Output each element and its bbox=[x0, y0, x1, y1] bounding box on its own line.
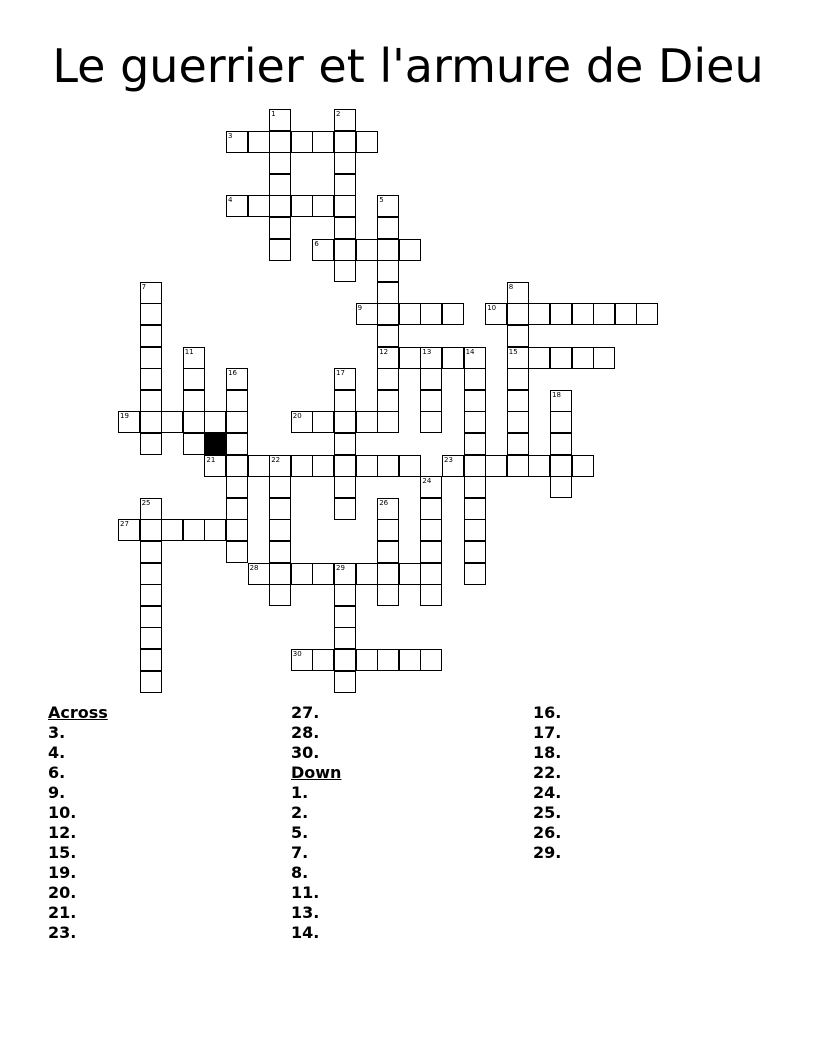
grid-cell[interactable] bbox=[464, 368, 486, 390]
grid-cell[interactable] bbox=[140, 563, 162, 585]
grid-cell[interactable] bbox=[399, 239, 421, 261]
grid-cell[interactable] bbox=[507, 390, 529, 412]
clue-down-1: 1. bbox=[291, 783, 309, 802]
clue-across-3: 3. bbox=[48, 723, 66, 742]
grid-number: 8 bbox=[508, 282, 514, 291]
grid-cell[interactable] bbox=[334, 649, 356, 671]
clue-down-29: 29. bbox=[533, 843, 562, 862]
grid-cell[interactable] bbox=[420, 498, 442, 520]
grid-number: 26 bbox=[379, 498, 389, 507]
clue-across-10: 10. bbox=[48, 803, 77, 822]
grid-cell[interactable] bbox=[334, 152, 356, 174]
grid-cell[interactable] bbox=[377, 282, 399, 304]
grid-cell[interactable] bbox=[356, 411, 378, 433]
grid-number: 3 bbox=[228, 131, 233, 140]
grid-cell[interactable] bbox=[572, 347, 594, 369]
grid-cell[interactable] bbox=[334, 455, 356, 477]
grid-cell[interactable] bbox=[140, 584, 162, 606]
grid-cell[interactable] bbox=[269, 563, 291, 585]
grid-cell[interactable] bbox=[464, 390, 486, 412]
grid-number: 21 bbox=[206, 455, 216, 464]
grid-cell[interactable] bbox=[420, 563, 442, 585]
clue-down-7: 7. bbox=[291, 843, 309, 862]
grid-cell[interactable] bbox=[528, 347, 550, 369]
grid-cell[interactable] bbox=[291, 131, 313, 153]
clue-column-1 bbox=[48, 703, 268, 943]
grid-cell[interactable] bbox=[550, 303, 572, 325]
grid-cell[interactable] bbox=[161, 411, 183, 433]
grid-cell[interactable] bbox=[291, 455, 313, 477]
grid-number: 30 bbox=[292, 650, 302, 658]
grid-cell[interactable] bbox=[420, 368, 442, 390]
grid-number: 17 bbox=[336, 369, 345, 378]
grid-number: 9 bbox=[357, 304, 363, 313]
clue-across-30: 30. bbox=[291, 743, 320, 762]
grid-cell[interactable] bbox=[226, 390, 248, 412]
grid-cell[interactable] bbox=[334, 239, 356, 261]
grid-cell[interactable] bbox=[593, 347, 615, 369]
grid-cell[interactable] bbox=[140, 347, 162, 369]
grid-cell[interactable] bbox=[442, 347, 464, 369]
grid-cell[interactable] bbox=[269, 584, 291, 606]
grid-cell[interactable] bbox=[593, 303, 615, 325]
grid-cell[interactable] bbox=[312, 455, 334, 477]
grid-cell[interactable] bbox=[312, 131, 334, 153]
grid-cell[interactable] bbox=[377, 563, 399, 585]
clue-column-2 bbox=[291, 703, 511, 943]
down-heading: Down bbox=[291, 763, 342, 782]
clue-across-21: 21. bbox=[48, 903, 77, 922]
grid-cell[interactable] bbox=[636, 303, 658, 325]
grid-cell[interactable] bbox=[183, 519, 205, 541]
clue-down-11: 11. bbox=[291, 883, 320, 902]
grid-cell[interactable] bbox=[226, 455, 248, 477]
grid-number: 29 bbox=[336, 563, 345, 572]
grid-cell[interactable] bbox=[334, 433, 356, 455]
grid-cell[interactable] bbox=[312, 649, 334, 671]
grid-cell[interactable] bbox=[140, 411, 162, 433]
grid-cell[interactable] bbox=[248, 131, 270, 153]
grid-number: 10 bbox=[487, 304, 497, 313]
grid-cell[interactable] bbox=[377, 325, 399, 347]
page-title: Le guerrier et l'armure de Dieu bbox=[52, 39, 764, 93]
grid-cell[interactable] bbox=[507, 368, 529, 390]
grid-cell[interactable] bbox=[226, 498, 248, 520]
grid-cell[interactable] bbox=[356, 649, 378, 671]
clue-across-6: 6. bbox=[48, 763, 66, 782]
grid-cell[interactable] bbox=[334, 627, 356, 649]
grid-cell[interactable] bbox=[507, 433, 529, 455]
grid-cell[interactable] bbox=[269, 498, 291, 520]
grid-cell[interactable] bbox=[140, 390, 162, 412]
grid-cell[interactable] bbox=[420, 411, 442, 433]
grid-cell[interactable] bbox=[507, 455, 529, 477]
grid-cell[interactable] bbox=[442, 303, 464, 325]
clue-across-23: 23. bbox=[48, 923, 77, 942]
grid-cell[interactable] bbox=[269, 195, 291, 217]
grid-cell[interactable] bbox=[399, 649, 421, 671]
clue-down-18: 18. bbox=[533, 743, 562, 762]
grid-cell[interactable] bbox=[312, 411, 334, 433]
clue-across-20: 20. bbox=[48, 883, 77, 902]
clue-down-26: 26. bbox=[533, 823, 562, 842]
grid-cell[interactable] bbox=[269, 131, 291, 153]
grid-cell[interactable] bbox=[485, 455, 507, 477]
grid-cell[interactable] bbox=[334, 584, 356, 606]
grid-cell[interactable] bbox=[334, 411, 356, 433]
grid-cell[interactable] bbox=[334, 476, 356, 498]
clue-column-3 bbox=[533, 703, 753, 863]
grid-number: 1 bbox=[271, 110, 276, 118]
grid-number: 4 bbox=[228, 196, 233, 205]
grid-cell[interactable] bbox=[226, 411, 248, 433]
grid-cell[interactable] bbox=[183, 390, 205, 412]
grid-number: 18 bbox=[552, 390, 561, 399]
grid-cell[interactable] bbox=[377, 303, 399, 325]
clue-down-22: 22. bbox=[533, 763, 562, 782]
grid-cell[interactable] bbox=[464, 498, 486, 520]
grid-number: 20 bbox=[292, 412, 302, 421]
grid-cell[interactable] bbox=[356, 455, 378, 477]
grid-cell[interactable] bbox=[226, 476, 248, 498]
grid-cell[interactable] bbox=[269, 174, 291, 196]
grid-cell[interactable] bbox=[399, 563, 421, 585]
grid-cell[interactable] bbox=[140, 325, 162, 347]
clue-across-27: 27. bbox=[291, 703, 320, 722]
grid-number: 19 bbox=[120, 412, 129, 421]
clue-down-2: 2. bbox=[291, 803, 309, 822]
grid-number: 2 bbox=[336, 110, 341, 118]
grid-number: 16 bbox=[228, 369, 237, 378]
grid-cell[interactable] bbox=[161, 519, 183, 541]
grid-number: 6 bbox=[314, 239, 319, 248]
grid-cell[interactable] bbox=[269, 217, 291, 239]
grid-cell[interactable] bbox=[248, 455, 270, 477]
grid-number: 14 bbox=[465, 347, 475, 356]
grid-cell[interactable] bbox=[377, 584, 399, 606]
grid-cell[interactable] bbox=[140, 649, 162, 671]
grid-cell[interactable] bbox=[312, 195, 334, 217]
clue-across-19: 19. bbox=[48, 863, 77, 882]
grid-cell[interactable] bbox=[269, 239, 291, 261]
clue-down-16: 16. bbox=[533, 703, 562, 722]
grid-cell[interactable] bbox=[334, 498, 356, 520]
grid-cell[interactable] bbox=[615, 303, 637, 325]
grid-cell[interactable] bbox=[291, 563, 313, 585]
grid-cell[interactable] bbox=[528, 455, 550, 477]
grid-number: 12 bbox=[379, 347, 389, 356]
grid-cell[interactable] bbox=[334, 390, 356, 412]
grid-cell[interactable] bbox=[420, 303, 442, 325]
grid-cell[interactable] bbox=[334, 131, 356, 153]
grid-cell[interactable] bbox=[334, 671, 356, 693]
grid-cell[interactable] bbox=[377, 368, 399, 390]
grid-number: 13 bbox=[422, 347, 432, 356]
grid-cell[interactable] bbox=[140, 671, 162, 693]
clue-across-9: 9. bbox=[48, 783, 66, 802]
grid-cell[interactable] bbox=[507, 303, 529, 325]
grid-cell[interactable] bbox=[334, 260, 356, 282]
grid-cell[interactable] bbox=[204, 519, 226, 541]
grid-cell[interactable] bbox=[377, 411, 399, 433]
grid-cell[interactable] bbox=[572, 455, 594, 477]
grid-cell[interactable] bbox=[356, 131, 378, 153]
grid-cell[interactable] bbox=[377, 217, 399, 239]
clue-down-8: 8. bbox=[291, 863, 309, 882]
grid-cell[interactable] bbox=[550, 455, 572, 477]
grid-number: 5 bbox=[379, 196, 384, 205]
grid-cell[interactable] bbox=[140, 606, 162, 628]
grid-number: 28 bbox=[249, 563, 259, 572]
grid-cell[interactable] bbox=[334, 174, 356, 196]
grid-cell[interactable] bbox=[507, 411, 529, 433]
grid-cell[interactable] bbox=[399, 347, 421, 369]
across-heading: Across bbox=[48, 703, 108, 722]
grid-cell[interactable] bbox=[140, 368, 162, 390]
grid-cell[interactable] bbox=[377, 541, 399, 563]
grid-cell[interactable] bbox=[377, 390, 399, 412]
grid-number: 22 bbox=[271, 455, 281, 464]
grid-cell[interactable] bbox=[464, 476, 486, 498]
grid-black-cell bbox=[204, 433, 226, 455]
grid-cell[interactable] bbox=[334, 606, 356, 628]
grid-cell[interactable] bbox=[312, 563, 334, 585]
grid-cell[interactable] bbox=[377, 649, 399, 671]
grid-cell[interactable] bbox=[464, 563, 486, 585]
grid-number: 15 bbox=[508, 347, 518, 356]
grid-cell[interactable] bbox=[356, 563, 378, 585]
grid-cell[interactable] bbox=[226, 519, 248, 541]
grid-number: 24 bbox=[422, 477, 432, 486]
grid-cell[interactable] bbox=[550, 433, 572, 455]
grid-cell[interactable] bbox=[226, 433, 248, 455]
grid-cell[interactable] bbox=[399, 455, 421, 477]
grid-cell[interactable] bbox=[420, 584, 442, 606]
grid-cell[interactable] bbox=[572, 303, 594, 325]
grid-number: 25 bbox=[141, 498, 151, 507]
grid-cell[interactable] bbox=[464, 433, 486, 455]
grid-cell[interactable] bbox=[464, 519, 486, 541]
grid-cell[interactable] bbox=[377, 519, 399, 541]
grid-cell[interactable] bbox=[140, 541, 162, 563]
grid-cell[interactable] bbox=[550, 411, 572, 433]
clue-across-12: 12. bbox=[48, 823, 77, 842]
grid-cell[interactable] bbox=[377, 260, 399, 282]
grid-cell[interactable] bbox=[269, 152, 291, 174]
grid-cell[interactable] bbox=[377, 455, 399, 477]
grid-cell[interactable] bbox=[507, 325, 529, 347]
grid-cell[interactable] bbox=[140, 303, 162, 325]
grid-cell[interactable] bbox=[420, 390, 442, 412]
clue-down-25: 25. bbox=[533, 803, 562, 822]
clue-down-17: 17. bbox=[533, 723, 562, 742]
grid-cell[interactable] bbox=[183, 368, 205, 390]
grid-cell[interactable] bbox=[140, 627, 162, 649]
grid-number: 27 bbox=[120, 520, 129, 529]
clue-across-28: 28. bbox=[291, 723, 320, 742]
grid-cell[interactable] bbox=[183, 411, 205, 433]
clue-down-13: 13. bbox=[291, 903, 320, 922]
grid-cell[interactable] bbox=[204, 411, 226, 433]
clue-across-15: 15. bbox=[48, 843, 77, 862]
grid-cell[interactable] bbox=[420, 541, 442, 563]
grid-cell[interactable] bbox=[464, 541, 486, 563]
grid-cell[interactable] bbox=[269, 541, 291, 563]
clue-down-24: 24. bbox=[533, 783, 562, 802]
grid-cell[interactable] bbox=[356, 239, 378, 261]
grid-cell[interactable] bbox=[269, 519, 291, 541]
grid-cell[interactable] bbox=[464, 411, 486, 433]
grid-cell[interactable] bbox=[464, 455, 486, 477]
grid-cell[interactable] bbox=[550, 347, 572, 369]
grid-cell[interactable] bbox=[399, 303, 421, 325]
grid-cell[interactable] bbox=[140, 433, 162, 455]
clue-down-5: 5. bbox=[291, 823, 309, 842]
grid-cell[interactable] bbox=[140, 519, 162, 541]
grid-cell[interactable] bbox=[550, 476, 572, 498]
grid-cell[interactable] bbox=[334, 217, 356, 239]
grid-cell[interactable] bbox=[528, 303, 550, 325]
grid-number: 23 bbox=[444, 455, 453, 464]
grid-cell[interactable] bbox=[377, 239, 399, 261]
grid-cell[interactable] bbox=[269, 476, 291, 498]
grid-cell[interactable] bbox=[248, 195, 270, 217]
grid-cell[interactable] bbox=[183, 433, 205, 455]
grid-cell[interactable] bbox=[420, 519, 442, 541]
grid-cell[interactable] bbox=[334, 195, 356, 217]
clue-down-14: 14. bbox=[291, 923, 320, 942]
grid-cell[interactable] bbox=[420, 649, 442, 671]
grid-number: 11 bbox=[184, 347, 194, 356]
clue-across-4: 4. bbox=[48, 743, 66, 762]
grid-cell[interactable] bbox=[226, 541, 248, 563]
grid-number: 7 bbox=[141, 282, 147, 291]
grid-cell[interactable] bbox=[291, 195, 313, 217]
